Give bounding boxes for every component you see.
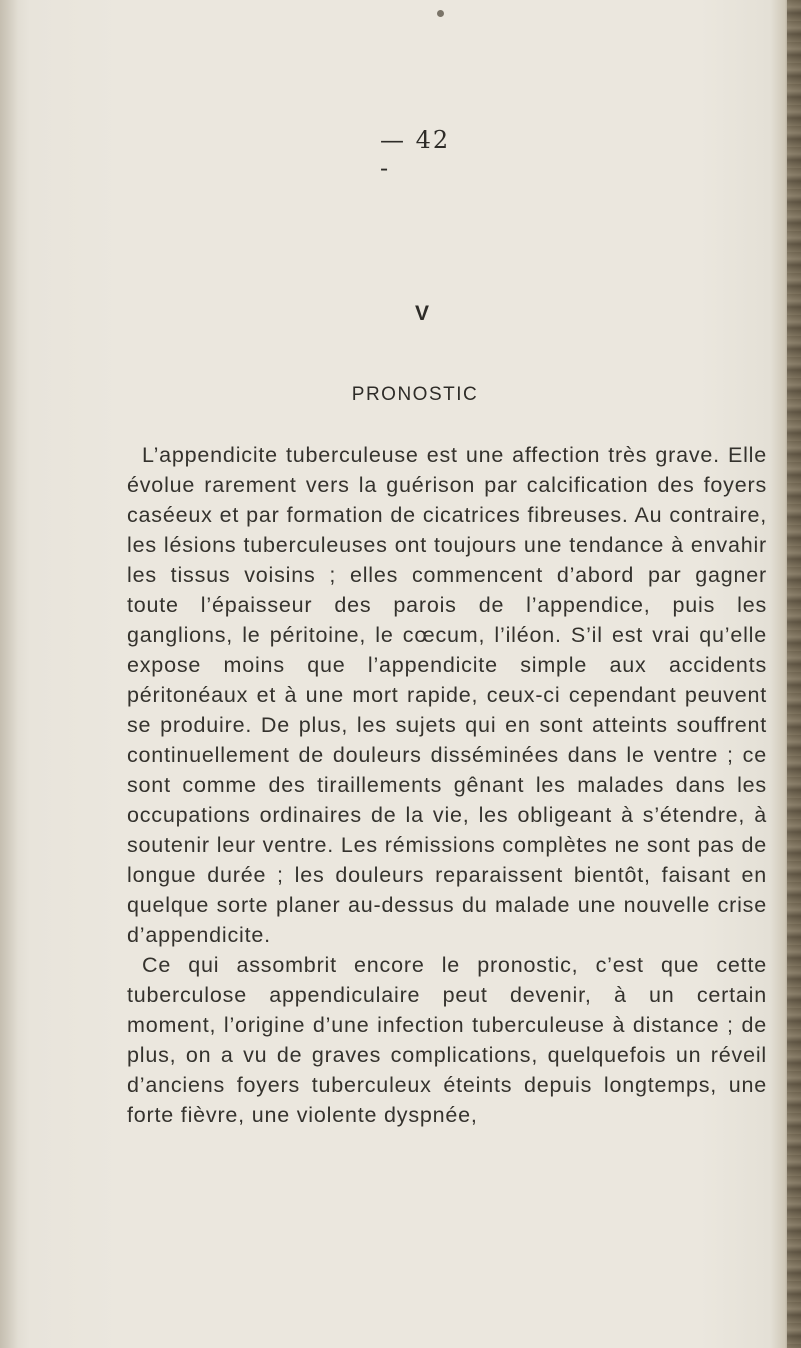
book-edge (787, 0, 801, 1348)
body-text (127, 440, 767, 1130)
page-number: — 42 - (380, 126, 451, 182)
paragraph-1: L’appendicite tuberculeuse est une affection très grave. Elle évolue rarement vers la guérison par calcification des foyers caséeux et par formation de cicatrices fibreuses. Au contraire, les lésions tuberculeuses ont toujours une tendance à envahir les tissus voisins ; elles commencent d’abord par gagner toute l’épaisseur des parois de l’appendice, puis les ganglions, le péritoine, le cœcum, l’iléon. S’il est vrai qu’elle expose moins que l’appendicite simple aux accidents péritonéaux et à une mort rapide, ceux-ci cependant peuvent se produire. De plus, les sujets qui en sont atteints souffrent continuellement de douleurs disséminées dans le ventre ; ce sont comme des tiraillements gênant les malades dans les occupations ordinaires de la vie, les obligeant à s’étendre, à soutenir leur ventre. Les rémissions complètes ne sont pas de longue durée ; les douleurs reparaissent bientôt, faisant en quelque sorte planer au-dessus du malade une nouvelle crise d’appendicite. (127, 443, 767, 947)
ink-spot (437, 10, 444, 17)
paragraph-2: Ce qui assombrit encore le pronostic, c’est que cette tuberculose appendiculaire peut devenir, à un certain moment, l’origine d’une infection tuberculeuse à distance ; de plus, on a vu de graves complications, quelquefois un réveil d’anciens foyers tuberculeux éteints depuis longtemps, une forte fièvre, une violente dyspnée, (127, 953, 767, 1127)
page-left-shadow (0, 0, 18, 1348)
section-title: PRONOSTIC (351, 384, 479, 405)
section-numeral: V (414, 302, 429, 325)
